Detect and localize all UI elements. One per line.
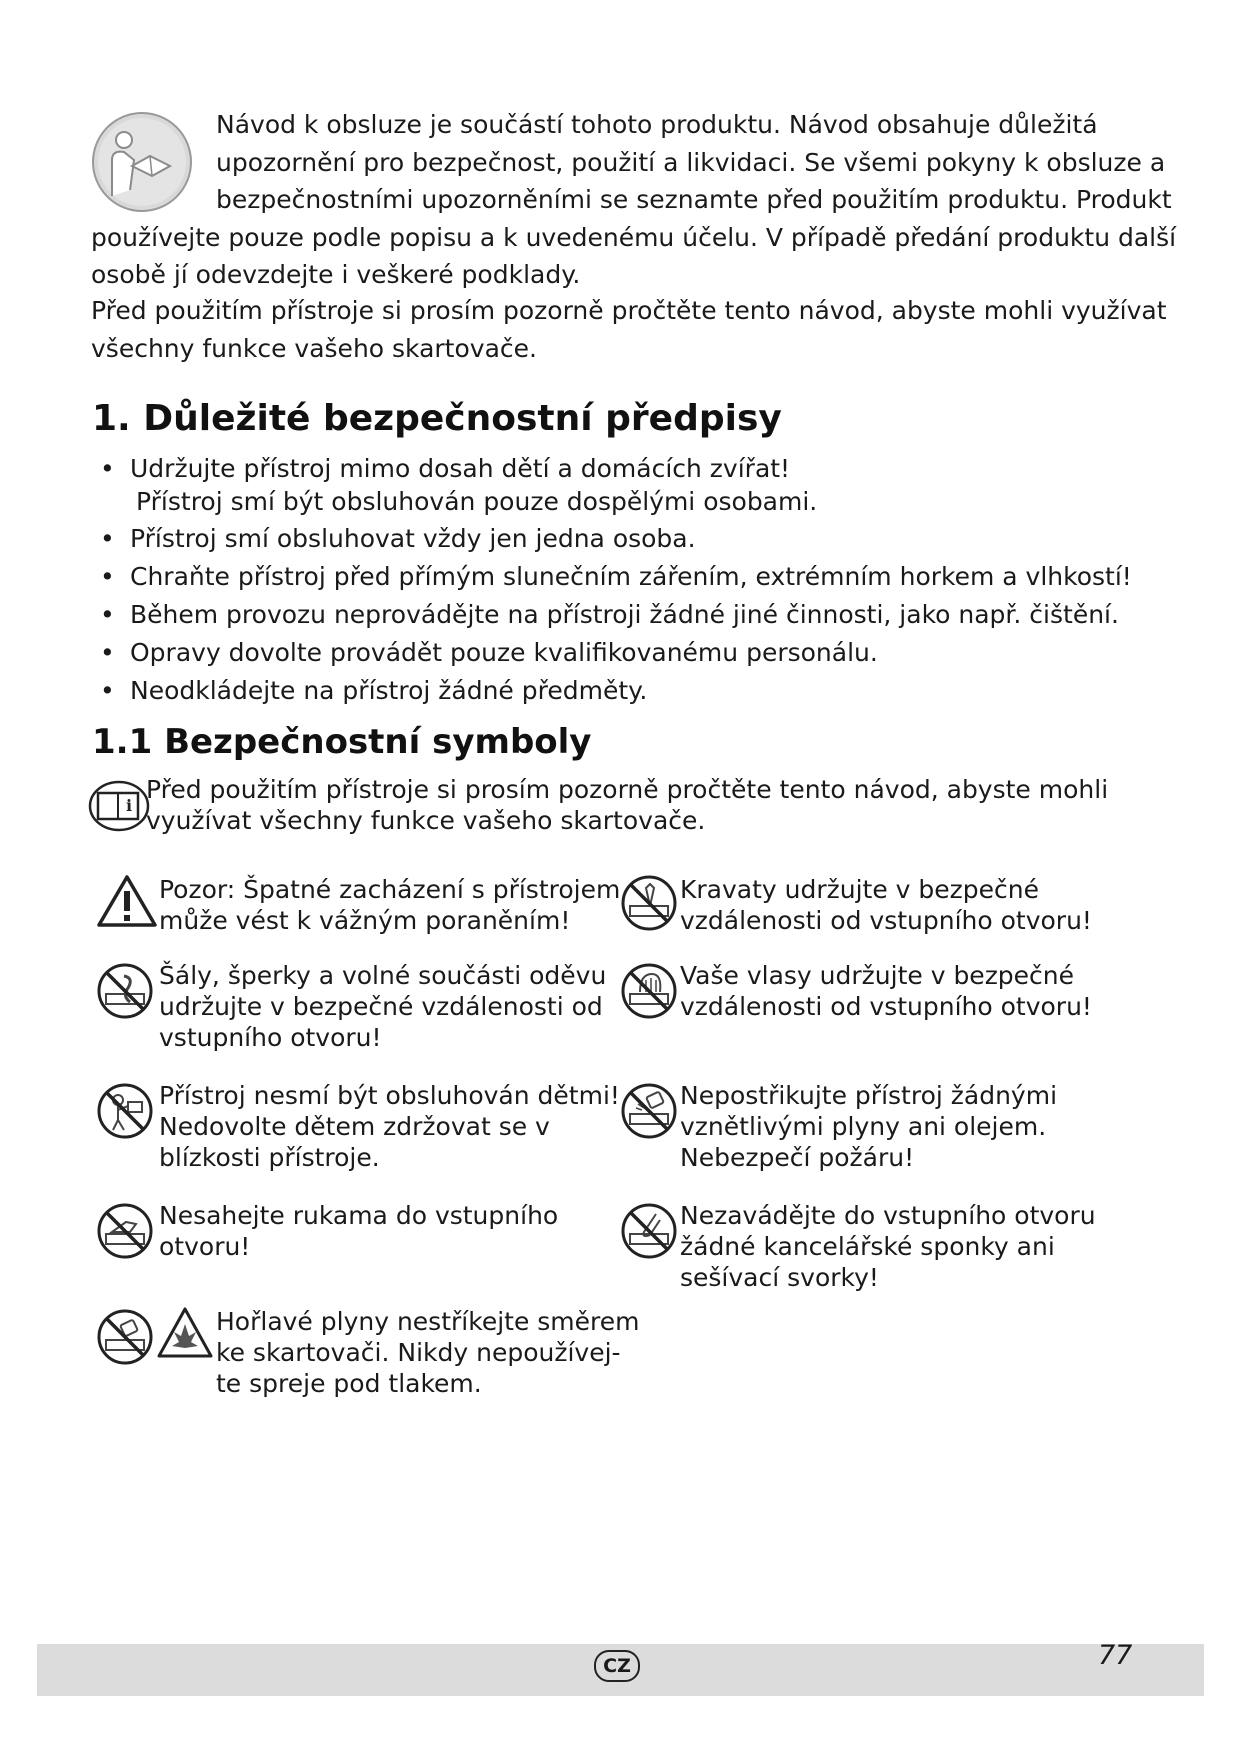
symbol-text-spray [680,1080,1057,1173]
symbol-line: Přístroj nesmí být obsluhován dětmi! [159,1081,620,1110]
section-1-title: 1. Důležité bezpečnostní předpisy [92,398,782,439]
no-scarves-jewelry-icon [96,962,154,1020]
symbol-line: Nesahejte rukama do vstupního [159,1201,559,1230]
symbol-line: Pozor: Špatné zacházení s přístrojem [159,875,621,904]
symbol-line: Hořlavé plyny nestříkejte směrem [216,1307,640,1336]
intro-line: všechny funkce vašeho skartovače. [91,334,537,363]
manual-book-icon [88,780,150,832]
bullet-text: Přístroj smí obsluhovat vždy jen jedna osoba. [130,524,696,553]
flammable-warning-icon [156,1306,214,1360]
warning-triangle-icon [96,874,158,928]
symbol-line: Nedovolte dětem zdržovat se v [159,1112,550,1141]
symbol-text-scarves [159,960,606,1053]
intro-line: osobě jí odevzdejte i veškeré podklady. [91,260,581,289]
language-badge: CZ [594,1650,640,1682]
symbol-text-paperclips [680,1200,1096,1293]
symbol-line: Kravaty udržujte v bezpečné [680,875,1040,904]
manual-note-line: využívat všechny funkce vašeho skartovače. [146,806,706,835]
no-spray-left-icon [96,1308,154,1366]
safety-bullet-list [92,452,1192,712]
symbol-line: udržujte v bezpečné vzdálenosti od [159,992,603,1021]
symbol-line: vzdálenosti od vstupního otvoru! [680,992,1092,1021]
no-hair-icon [620,962,678,1020]
symbol-line: Nepostřikujte přístroj žádnými [680,1081,1058,1110]
intro-line: Návod k obsluze je součástí tohoto produktu. Návod obsahuje důležitá [216,110,1098,139]
list-item [92,636,1192,670]
symbol-line: Nezavádějte do vstupního otvoru [680,1201,1096,1230]
symbol-line: může vést k vážným poraněním! [159,906,571,935]
symbol-text-hands [159,1200,558,1262]
list-item [92,522,1192,556]
symbol-line: vzdálenosti od vstupního otvoru! [680,906,1092,935]
intro-line: upozornění pro bezpečnost, použití a likvidaci. Se všemi pokyny k obsluze a [216,148,1166,177]
symbol-line: vstupního otvoru! [159,1023,382,1052]
no-children-icon [96,1082,154,1140]
symbol-line: Vaše vlasy udržujte v bezpečné [680,961,1075,990]
svg-text:i: i [126,796,133,815]
symbol-text-children [159,1080,620,1173]
symbol-line: žádné kancelářské sponky ani [680,1232,1055,1261]
symbol-line: Šály, šperky a volné součásti oděvu [159,961,607,990]
manual-note-line: Před použitím přístroje si prosím pozorně pročtěte tento návod, abyste mohli [146,775,1109,804]
read-manual-icon [90,110,194,214]
symbol-line: otvoru! [159,1232,251,1261]
no-spray-icon [620,1082,678,1140]
symbol-line: te spreje pod tlakem. [216,1369,482,1398]
list-item [92,598,1192,632]
symbol-text-hair [680,960,1092,1022]
bullet-text: Chraňte přístroj před přímým slunečním zářením, extrémním horkem a vlhkostí! [130,562,1132,591]
list-item [92,674,1192,708]
bullet-text: Během provozu neprovádějte na přístroji žádné jiné činnosti, jako např. čištění. [130,600,1119,629]
manual-note [146,774,1108,836]
symbol-line: sešívací svorky! [680,1263,879,1292]
symbol-line: blízkosti přístroje. [159,1143,380,1172]
page-number: 77 [1098,1640,1133,1671]
symbol-line: ke skartovači. Nikdy nepoužívej- [216,1338,621,1367]
symbol-line: Nebezpečí požáru! [680,1143,915,1172]
symbol-text-warning [159,874,620,936]
no-hands-icon [96,1202,154,1260]
intro-line: používejte pouze podle popisu a k uvedenému účelu. V případě předání produktu další [91,223,1177,252]
bullet-text: Neodkládejte na přístroj žádné předměty. [130,676,648,705]
section-1-1-title: 1.1 Bezpečnostní symboly [92,722,592,762]
no-paperclips-icon [620,1202,678,1260]
bullet-text: Opravy dovolte provádět pouze kvalifikovanému personálu. [130,638,878,667]
symbol-text-ties [680,874,1092,936]
list-item [92,560,1192,594]
list-item [92,452,1192,518]
symbol-line: vznětlivými plyny ani olejem. [680,1112,1047,1141]
symbol-text-aerosol [216,1306,640,1399]
intro-line: bezpečnostními upozorněními se seznamte před použitím produktu. Produkt [216,185,1172,214]
bullet-subtext: Přístroj smí být obsluhován pouze dospělými osobami. [136,487,818,516]
no-ties-icon [620,874,678,932]
bullet-text: Udržujte přístroj mimo dosah dětí a domácích zvířat! [130,454,791,483]
intro-line: Před použitím přístroje si prosím pozorně pročtěte tento návod, abyste mohli využívat [91,296,1167,325]
